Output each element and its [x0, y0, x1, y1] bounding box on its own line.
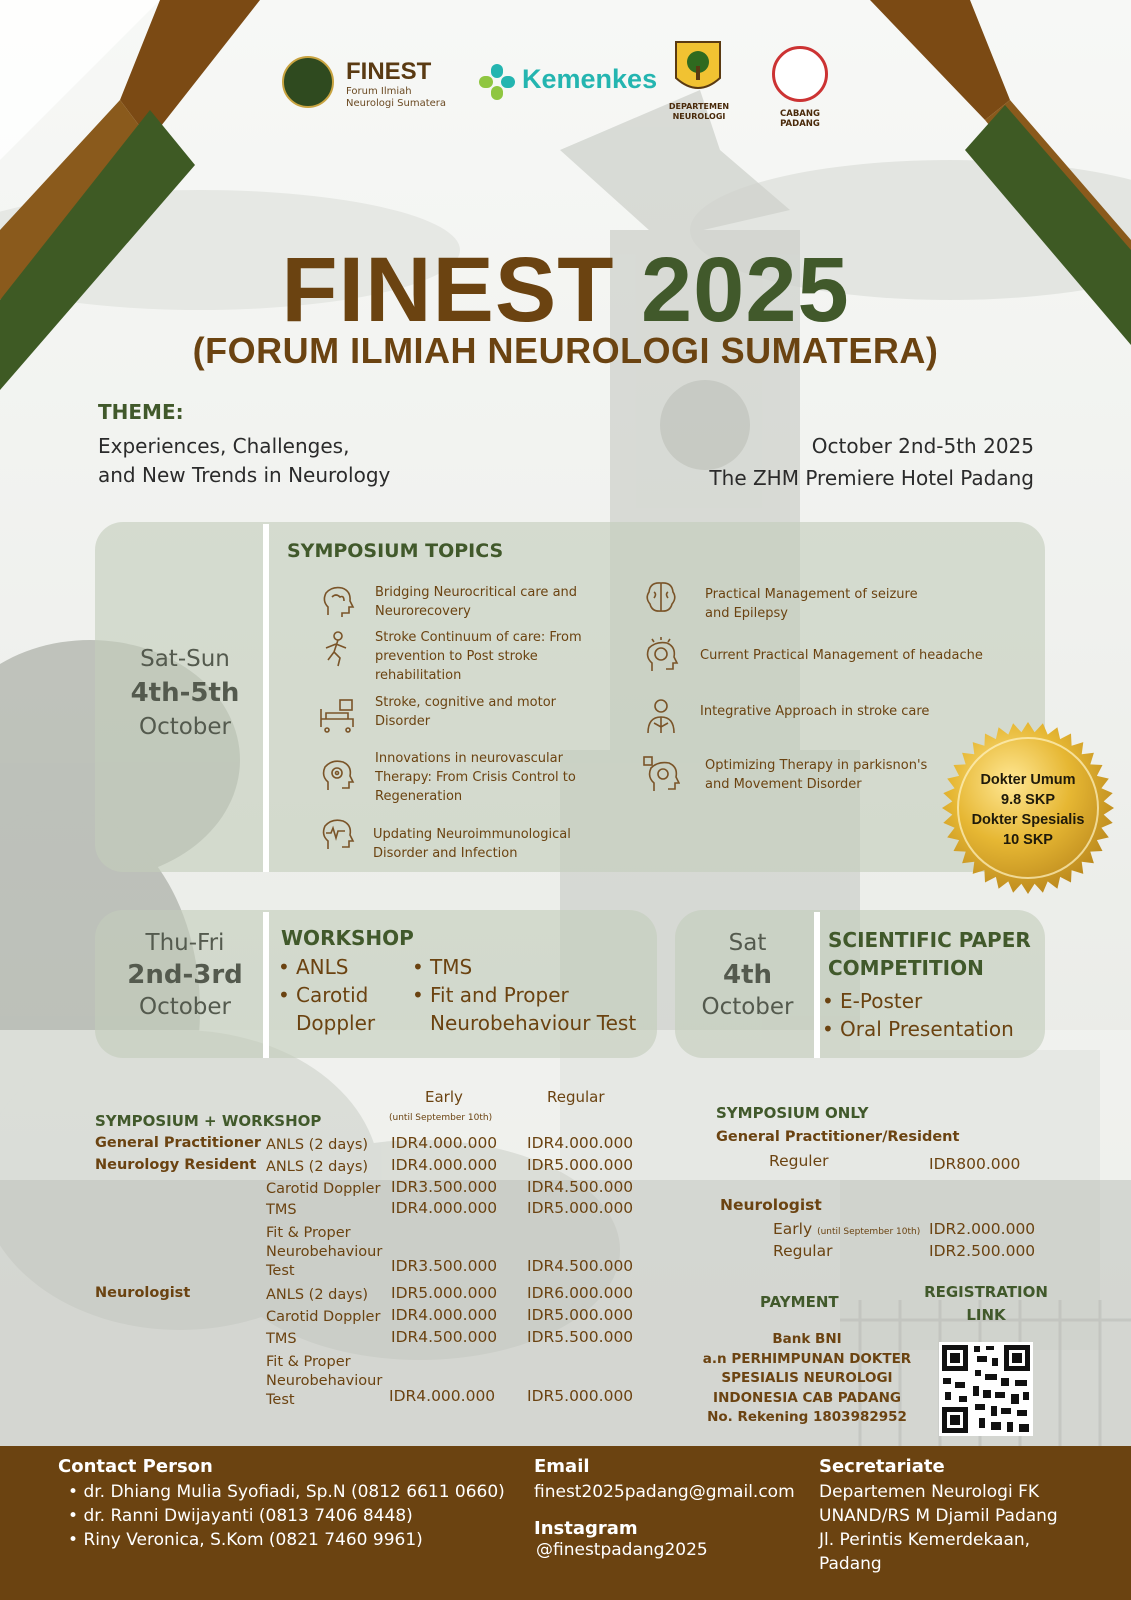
- price-item: ANLS (2 days): [266, 1159, 369, 1175]
- kemenkes-logo-name: Kemenkes: [522, 64, 658, 94]
- price-early: IDR4.000.000: [391, 1156, 498, 1174]
- title-finest: FINEST: [281, 239, 615, 341]
- headache-icon: [642, 635, 680, 673]
- price-regular: IDR5.000.000: [527, 1387, 634, 1405]
- contact-item[interactable]: • dr. Ranni Dwijayanti (0813 7406 8448): [68, 1506, 413, 1526]
- early-column-note: (until September 10th): [389, 1113, 493, 1123]
- event-date: October 2nd-5th 2025: [811, 434, 1034, 458]
- price-regular: IDR5.000.000: [527, 1306, 634, 1324]
- symposium-topics-heading: SYMPOSIUM TOPICS: [287, 540, 504, 562]
- kemenkes-logo-icon: [477, 62, 517, 102]
- price-item: Fit & Proper Neurobehaviour Test: [266, 1225, 383, 1279]
- category-gp-resident: General Practitioner/Resident: [716, 1129, 960, 1145]
- price-early: IDR4.000.000: [391, 1199, 498, 1217]
- theme-label: THEME:: [98, 400, 184, 424]
- secretariate-address: Departemen Neurologi FK UNAND/RS M Djamil Padang Jl. Perintis Kemerdekaan, Padang: [819, 1482, 1058, 1574]
- early-column-header: Early: [425, 1088, 463, 1106]
- symposium-only-heading: SYMPOSIUM ONLY: [716, 1104, 869, 1122]
- payment-details: Bank BNI a.n PERHIMPUNAN DOKTER SPESIALIS NEUROLOGI INDONESIA CAB PADANG No. Rekening 1803982952: [702, 1331, 912, 1425]
- title-year: 2025: [641, 239, 850, 341]
- brain-icon: [642, 578, 680, 616]
- regular-label: Regular: [773, 1242, 833, 1260]
- price-regular: IDR5.500.000: [527, 1328, 634, 1346]
- email-heading: Email: [534, 1456, 590, 1477]
- price-early: IDR4.000.000: [391, 1134, 498, 1152]
- perdossi-logo-icon: [772, 46, 828, 102]
- price-item: Carotid Doppler: [266, 1309, 381, 1325]
- hospital-bed-icon: [318, 697, 356, 735]
- finest-logo-name: FINEST: [346, 58, 432, 85]
- price-regular: IDR6.000.000: [527, 1284, 634, 1302]
- finest-logo-subtitle: Forum Ilmiah Neurologi Sumatera: [346, 86, 447, 109]
- rehabilitation-icon: [318, 630, 356, 668]
- price-regular: IDR4.000.000: [527, 1134, 634, 1152]
- theme-text: Experiences, Challenges, and New Trends in Neurology: [98, 434, 391, 487]
- secretariate-heading: Secretariate: [819, 1456, 945, 1477]
- payment-heading: PAYMENT: [760, 1293, 839, 1311]
- email-link[interactable]: finest2025padang@gmail.com: [534, 1482, 795, 1502]
- workshop-heading: WORKSHOP: [281, 926, 414, 950]
- competition-dates: Sat 4th October: [701, 930, 794, 1020]
- event-venue: The ZHM Premiere Hotel Padang: [709, 466, 1034, 490]
- category-neurologist: Neurologist: [95, 1285, 191, 1301]
- instagram-heading: Instagram: [534, 1518, 638, 1539]
- price-regular: IDR2.500.000: [929, 1242, 1036, 1260]
- page-subtitle: (FORUM ILMIAH NEUROLOGI SUMATERA): [192, 330, 939, 371]
- departemen-logo-icon: [674, 40, 722, 98]
- price-item: ANLS (2 days): [266, 1287, 369, 1303]
- registration-heading: REGISTRATION LINK: [924, 1283, 1048, 1324]
- contact-item[interactable]: • dr. Dhiang Mulia Syofiadi, Sp.N (0812 6611 0660): [68, 1482, 505, 1502]
- competition-heading: SCIENTIFIC PAPER COMPETITION: [828, 928, 1031, 980]
- price-regular: IDR5.000.000: [527, 1156, 634, 1174]
- finest-logo-icon: [282, 56, 334, 108]
- category-neurologist-only: Neurologist: [720, 1196, 822, 1214]
- topic-neuroimmunological: Updating Neuroimmunological Disorder and Infection: [373, 827, 571, 861]
- category-general-practitioner: General Practitioner: [95, 1135, 262, 1151]
- page-title: [0, 240, 1131, 340]
- contact-heading: Contact Person: [58, 1456, 213, 1477]
- price-early: IDR4.000.000: [389, 1387, 496, 1405]
- price-item: Carotid Doppler: [266, 1181, 381, 1197]
- price-early: IDR4.500.000: [391, 1328, 498, 1346]
- footer: [0, 1446, 1131, 1600]
- brain-pulse-icon: [318, 815, 356, 853]
- price-item: ANLS (2 days): [266, 1137, 369, 1153]
- price-early: IDR2.000.000: [929, 1220, 1036, 1238]
- workshop-dates: Thu-Fri 2nd-3rd October: [127, 930, 243, 1020]
- price-early: IDR3.500.000: [391, 1257, 498, 1275]
- reguler-label: Reguler: [769, 1152, 829, 1170]
- cabang-padang-label: CABANG PADANG: [780, 109, 820, 129]
- price-regular: IDR4.500.000: [527, 1178, 634, 1196]
- logo-row: [282, 40, 852, 130]
- regular-column-header: Regular: [547, 1088, 605, 1106]
- topic-seizure: Practical Management of seizure and Epilepsy: [705, 587, 918, 621]
- topic-neurocritical: Bridging Neurocritical care and Neurorecovery: [375, 585, 578, 619]
- price-regular: IDR5.000.000: [527, 1199, 634, 1217]
- symposium-dates: Sat-Sun 4th-5th October: [130, 646, 240, 740]
- price-item: Fit & Proper Neurobehaviour Test: [266, 1354, 383, 1408]
- topic-stroke-cognitive: Stroke, cognitive and motor Disorder: [375, 695, 557, 729]
- departemen-logo-name: DEPARTEMEN NEUROLOGI: [668, 102, 730, 121]
- price-early: IDR3.500.000: [391, 1178, 498, 1196]
- price-item: TMS: [266, 1202, 297, 1218]
- topic-integrative: Integrative Approach in stroke care: [700, 704, 930, 719]
- symposium-workshop-heading: SYMPOSIUM + WORKSHOP: [95, 1112, 322, 1130]
- price-early: IDR4.000.000: [391, 1306, 498, 1324]
- head-gears-icon: [318, 756, 356, 794]
- topic-headache: Current Practical Management of headache: [700, 648, 983, 663]
- contact-item[interactable]: • Riny Veronica, S.Kom (0821 7460 9961): [68, 1530, 423, 1550]
- topic-parkinson: Optimizing Therapy in parkisnon's and Movement Disorder: [705, 758, 928, 792]
- price-regular: IDR800.000: [929, 1155, 1021, 1173]
- brain-head-icon: [318, 583, 356, 621]
- price-item: TMS: [266, 1331, 297, 1347]
- category-neurology-resident: Neurology Resident: [95, 1157, 257, 1173]
- topic-neurovascular: Innovations in neurovascular Therapy: From Crisis Control to Regeneration: [375, 751, 576, 804]
- skp-badge-text: Dokter Umum 9.8 SKP Dokter Spesialis 10 SKP: [971, 772, 1085, 848]
- contact-list: [68, 1480, 505, 1552]
- early-label: Early (until September 10th): [773, 1220, 921, 1238]
- topic-stroke-continuum: Stroke Continuum of care: From prevention to Post stroke rehabilitation: [375, 630, 582, 683]
- head-gear-icon: [642, 755, 680, 793]
- registration-qr-code[interactable]: [939, 1342, 1033, 1436]
- workshop-list-right: • TMS • Fit and Proper Neurobehaviour Test: [412, 955, 637, 1035]
- workshop-list-left: • ANLS • Carotid Doppler: [278, 955, 376, 1035]
- price-early: IDR5.000.000: [391, 1284, 498, 1302]
- competition-list: • E-Poster • Oral Presentation: [822, 989, 1014, 1041]
- price-regular: IDR4.500.000: [527, 1257, 634, 1275]
- instagram-link[interactable]: @finestpadang2025: [536, 1540, 708, 1560]
- body-nerves-icon: [642, 697, 680, 735]
